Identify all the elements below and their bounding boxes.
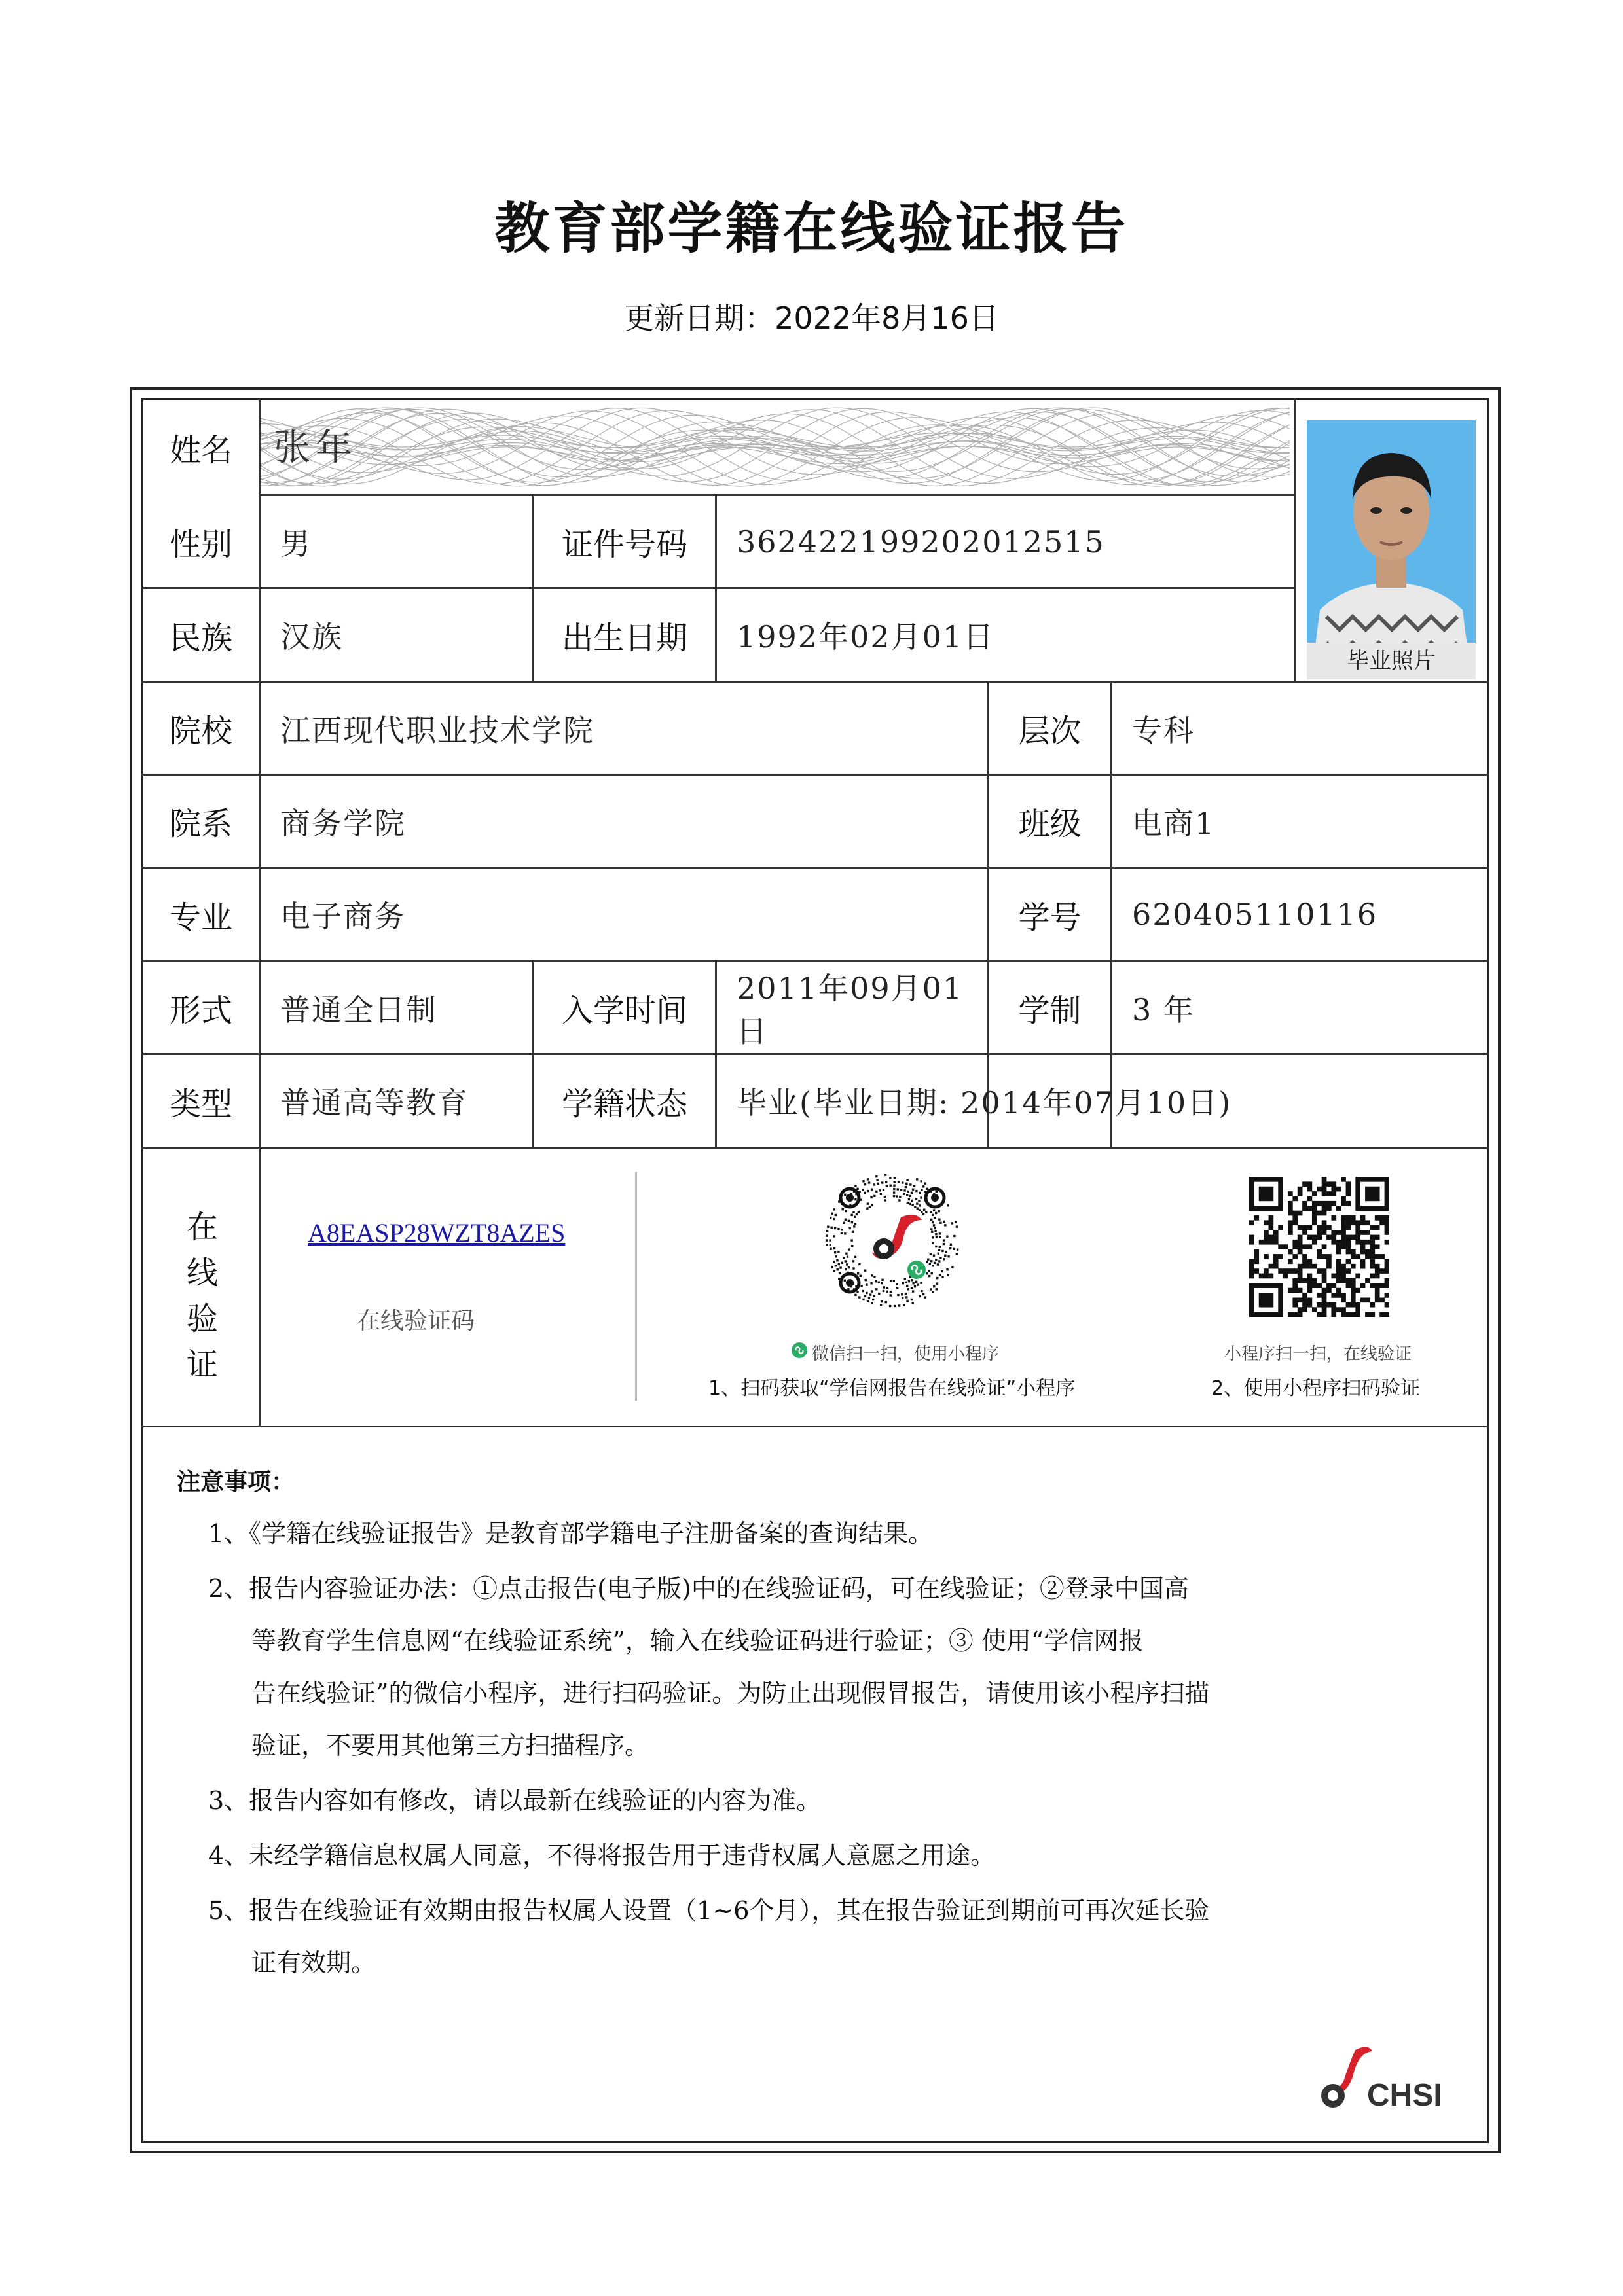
verify-char: 验	[186, 1300, 218, 1337]
value-student-number: 620405110116	[1132, 897, 1378, 932]
label-study-form: 形式	[169, 992, 232, 1029]
label-birth-date: 出生日期	[561, 619, 687, 656]
note-line: 告在线验证”的微信小程序，进行扫码验证。为防止出现假冒报告，请使用该小程序扫描	[251, 1679, 1210, 1708]
verification-code-caption: 在线验证码	[356, 1308, 475, 1335]
note-line: 3、报告内容如有修改，请以最新在线验证的内容为准。	[208, 1786, 822, 1815]
wechat-scan-caption: 微信扫一扫，使用小程序	[812, 1344, 1000, 1364]
note-line: 验证，不要用其他第三方扫描程序。	[251, 1731, 650, 1760]
step-one-caption: 1、扫码获取“学信网报告在线验证”小程序	[708, 1377, 1076, 1400]
value-duration: 3 年	[1132, 992, 1195, 1028]
value-enrollment-status: 毕业(毕业日期: 2014年07月10日)	[737, 1085, 1232, 1121]
update-date: 更新日期：2022年8月16日	[624, 300, 999, 336]
label-level: 层次	[1018, 713, 1082, 749]
row-line	[141, 1147, 1489, 1149]
value-gender: 男	[280, 526, 312, 562]
label-name: 姓名	[169, 432, 232, 469]
note-line: 2、报告内容验证办法：①点击报告(电子版)中的在线验证码，可在线验证；②登录中国高	[208, 1574, 1189, 1603]
person-silhouette-icon	[1307, 420, 1476, 661]
value-education-type: 普通高等教育	[280, 1085, 469, 1121]
chsi-logo	[1316, 2043, 1460, 2122]
label-id-number: 证件号码	[561, 526, 687, 563]
label-education-type: 类型	[169, 1085, 232, 1122]
value-study-form: 普通全日制	[280, 992, 437, 1028]
graduation-photo	[1307, 420, 1476, 661]
note-line: 1、《学籍在线验证报告》是教育部学籍电子注册备案的查询结果。	[208, 1519, 934, 1548]
note-line: 4、未经学籍信息权属人同意，不得将报告用于违背权属人意愿之用途。	[208, 1841, 996, 1870]
value-id-number: 362422199202012515	[737, 524, 1105, 560]
value-major: 电子商务	[280, 899, 406, 934]
note-line: 等教育学生信息网“在线验证系统”，输入在线验证码进行验证；③ 使用“学信网报	[251, 1626, 1144, 1655]
wechat-miniprogram-code-icon[interactable]	[824, 1172, 961, 1309]
value-enroll-time: 2011年09月01日	[737, 970, 964, 1049]
value-birth-date: 1992年02月01日	[737, 619, 995, 655]
step-two-caption: 2、使用小程序扫码验证	[1211, 1377, 1421, 1400]
label-class: 班级	[1018, 806, 1082, 842]
row-line	[141, 1426, 1489, 1427]
verify-char: 线	[186, 1255, 218, 1291]
label-school: 院校	[169, 713, 232, 749]
col-line	[1294, 398, 1296, 681]
label-department: 院系	[169, 806, 232, 842]
notes-title: 注意事项：	[177, 1469, 295, 1496]
chsi-logo-text: CHSI	[1367, 2078, 1442, 2113]
value-class: 电商1	[1132, 805, 1216, 841]
page-title: 教育部学籍在线验证报告	[494, 196, 1129, 260]
label-gender: 性别	[169, 526, 232, 563]
verify-char: 在	[186, 1209, 218, 1246]
section-divider	[635, 1172, 637, 1401]
miniprogram-scan-caption: 小程序扫一扫，在线验证	[1224, 1344, 1412, 1364]
label-enrollment-status: 学籍状态	[561, 1085, 687, 1122]
verification-code-link[interactable]: A8EASP28WZT8AZES	[308, 1218, 566, 1247]
label-ethnicity: 民族	[169, 619, 232, 656]
value-level: 专科	[1132, 712, 1195, 748]
guilloche-pattern	[261, 401, 1294, 493]
value-ethnicity: 汉族	[280, 619, 343, 655]
wechat-icon	[791, 1342, 808, 1359]
label-major: 专业	[169, 899, 232, 936]
label-student-number: 学号	[1018, 899, 1082, 936]
note-line: 证有效期。	[251, 1948, 376, 1977]
qr-code-icon[interactable]	[1249, 1177, 1389, 1317]
value-department: 商务学院	[280, 805, 406, 841]
label-duration: 学制	[1018, 992, 1082, 1029]
value-school: 江西现代职业技术学院	[280, 712, 594, 748]
value-name: 张年	[274, 427, 357, 469]
label-enroll-time: 入学时间	[561, 992, 687, 1029]
label-online-verification	[145, 1158, 259, 1433]
verify-char: 证	[186, 1346, 218, 1383]
photo-caption: 毕业照片	[1307, 643, 1476, 679]
note-line: 5、报告在线验证有效期由报告权属人设置（1~6个月），其在报告验证到期前可再次延长验	[208, 1896, 1210, 1925]
